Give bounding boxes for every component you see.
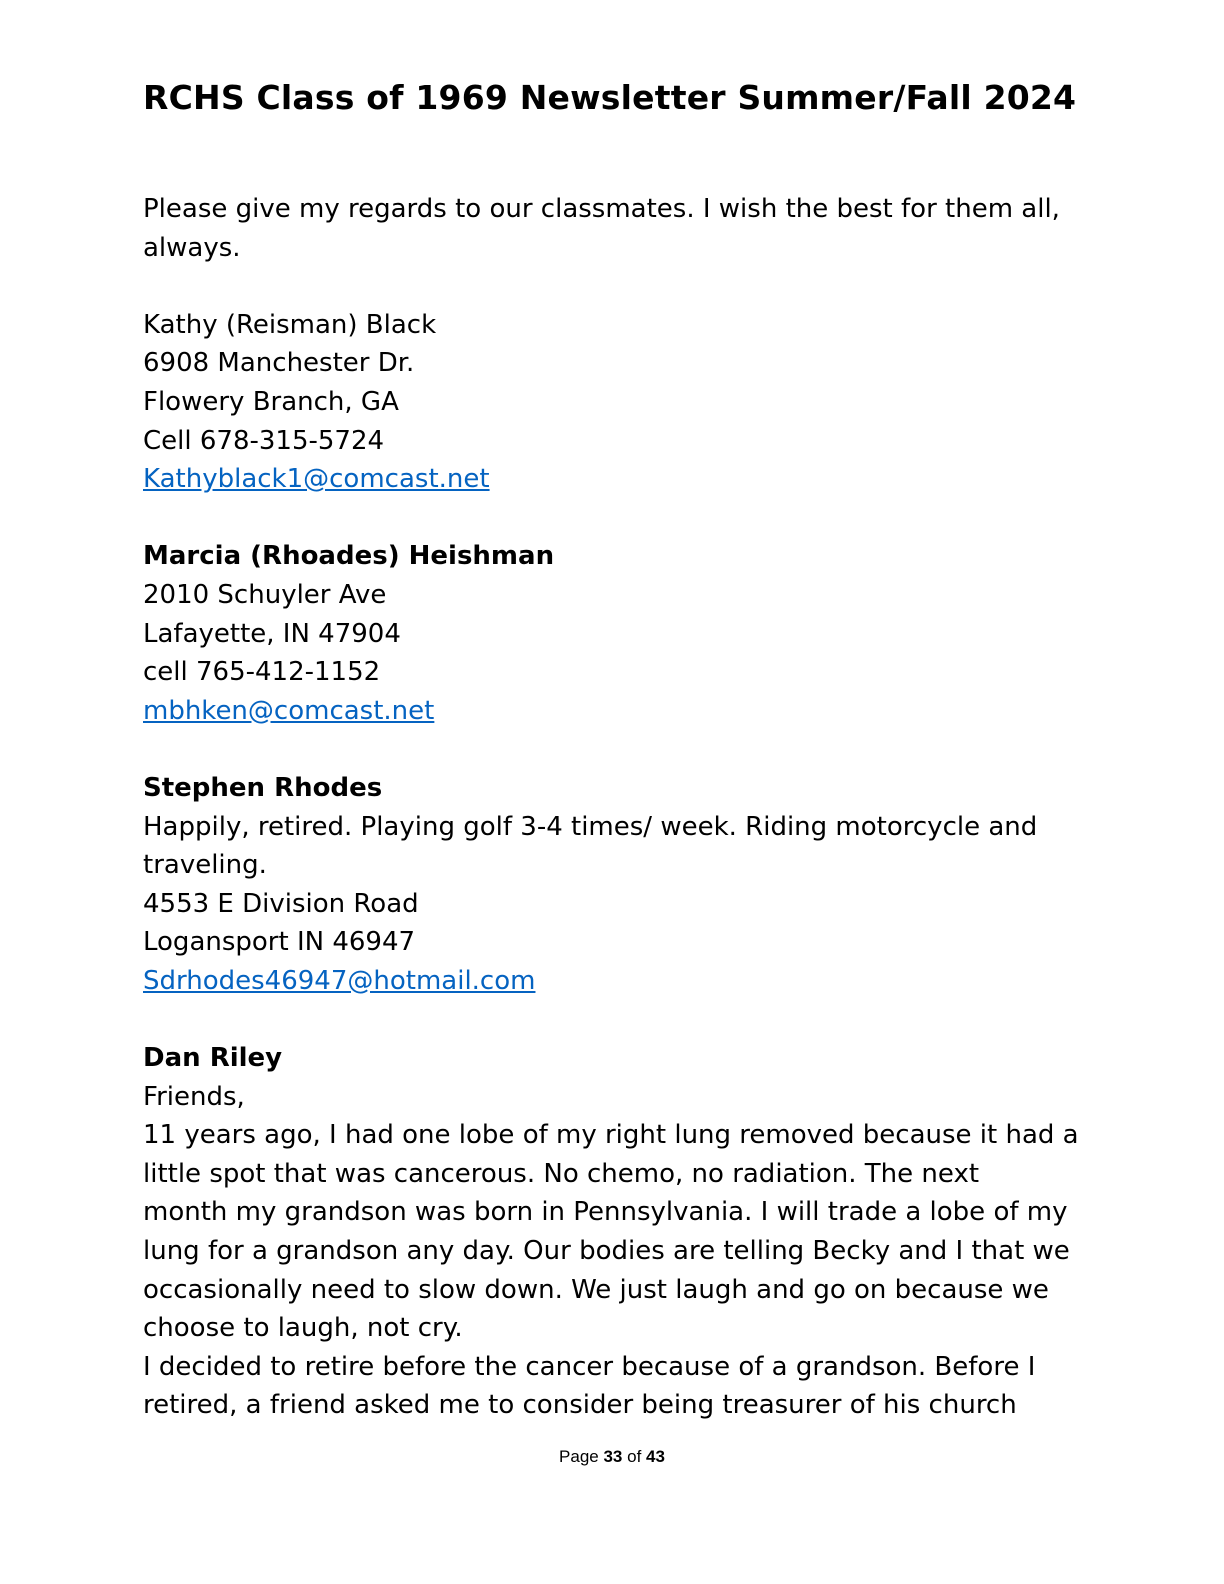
page-footer	[0, 1447, 1224, 1467]
page-title: RCHS Class of 1969 Newsletter Summer/Fall 2024	[143, 78, 1077, 117]
entry-line: 2010 Schuyler Ave	[143, 579, 387, 610]
of-label: of	[627, 1447, 642, 1466]
page-body	[143, 190, 1088, 1425]
page-number: 33	[603, 1447, 623, 1466]
entry-line: cell 765-412-1152	[143, 657, 381, 688]
entry-name: Dan Riley	[143, 1043, 283, 1074]
paragraph-gap	[143, 267, 1088, 306]
paragraph-gap	[143, 499, 1088, 538]
page-label: Page	[559, 1447, 599, 1466]
entry-line: I decided to retire before the cancer because of a grandson. Before I	[143, 1351, 1036, 1382]
intro-line: Please give my regards to our classmates. I wish the best for them all,	[143, 194, 1060, 224]
entry-line: 4553 E Division Road	[143, 888, 419, 919]
email-link[interactable]: mbhken@comcast.net	[143, 695, 435, 726]
entry-line: little spot that was cancerous. No chemo, no radiation. The next	[143, 1158, 980, 1189]
entry-line: Lafayette, IN 47904	[143, 618, 401, 649]
entry-line: lung for a grandson any day. Our bodies are telling Becky and I that we	[143, 1236, 1070, 1267]
entry-line: month my grandson was born in Pennsylvania. I will trade a lobe of my	[143, 1197, 1068, 1228]
paragraph-gap	[143, 1000, 1088, 1039]
email-link[interactable]: Sdrhodes46947@hotmail.com	[143, 965, 536, 996]
entry-name: Kathy (Reisman) Black	[143, 309, 437, 340]
entry-line: traveling.	[143, 850, 267, 881]
entry-line: retired, a friend asked me to consider being treasurer of his church	[143, 1390, 1017, 1421]
entry-line: Friends,	[143, 1081, 245, 1112]
entry-name: Stephen Rhodes	[143, 772, 383, 803]
entry-line: Cell 678-315-5724	[143, 425, 385, 456]
entry-line: 11 years ago, I had one lobe of my right lung removed because it had a	[143, 1120, 1079, 1151]
entry-line: Flowery Branch, GA	[143, 386, 399, 417]
entry-line: occasionally need to slow down. We just laugh and go on because we	[143, 1274, 1049, 1305]
paragraph-gap	[143, 730, 1088, 769]
entry-name: Marcia (Rhoades) Heishman	[143, 541, 555, 572]
intro-line: always.	[143, 232, 241, 263]
entry-line: choose to laugh, not cry.	[143, 1313, 463, 1344]
email-link[interactable]: Kathyblack1@comcast.net	[143, 464, 490, 495]
entry-line: Logansport IN 46947	[143, 927, 416, 958]
page-total: 43	[646, 1447, 665, 1466]
entry-line: 6908 Manchester Dr.	[143, 348, 415, 379]
entry-line: Happily, retired. Playing golf 3-4 times/ week. Riding motorcycle and	[143, 811, 1038, 842]
